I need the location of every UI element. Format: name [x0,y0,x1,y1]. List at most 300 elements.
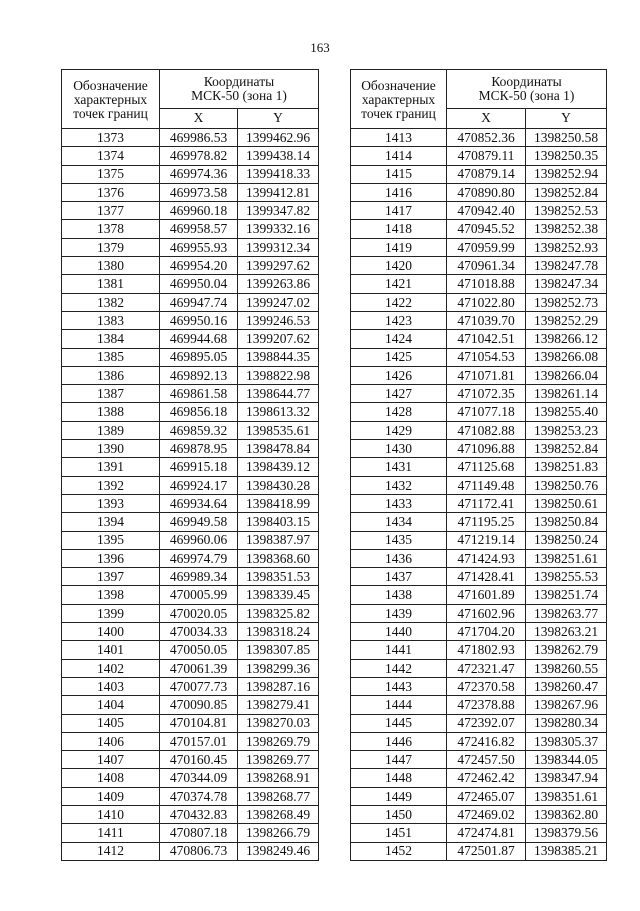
x-coordinate-cell: 471022.80 [447,293,526,311]
table-row [351,275,607,293]
x-coordinate-cell: 471195.25 [447,513,526,531]
table-row [351,696,607,714]
point-number-cell: 1426 [351,366,447,384]
point-number-cell: 1382 [62,293,160,311]
x-coordinate-cell: 470005.99 [160,586,238,604]
point-number-cell: 1393 [62,494,160,512]
x-coordinate-cell: 469859.32 [160,421,238,439]
y-coordinate-cell: 1398403.15 [238,513,319,531]
y-coordinate-cell: 1398439.12 [238,458,319,476]
y-coordinate-cell: 1399246.53 [238,311,319,329]
table-row [351,330,607,348]
coordinates-header-line: Координаты [203,73,275,89]
table-row [62,732,319,750]
x-coordinate-cell: 469856.18 [160,403,238,421]
y-coordinate-cell: 1398252.84 [526,183,607,201]
table-row [62,751,319,769]
x-coordinate-cell: 470959.99 [447,238,526,256]
table-row [351,531,607,549]
x-coordinate-cell: 469895.05 [160,348,238,366]
table-row [351,568,607,586]
table-row [351,623,607,641]
point-number-cell: 1399 [62,604,160,622]
x-coordinate-cell: 472416.82 [447,732,526,750]
y-coordinate-cell: 1399247.02 [238,293,319,311]
y-coordinate-cell: 1398260.55 [526,659,607,677]
table-row [351,293,607,311]
point-number-cell: 1435 [351,531,447,549]
y-coordinate-cell: 1398307.85 [238,641,319,659]
point-number-cell: 1405 [62,714,160,732]
table-row [62,494,319,512]
x-coordinate-cell: 469958.57 [160,220,238,238]
x-coordinate-cell: 471072.35 [447,385,526,403]
y-coordinate-cell: 1398362.80 [526,805,607,823]
table-row [62,623,319,641]
x-coordinate-cell: 469989.34 [160,568,238,586]
y-coordinate-cell: 1398266.04 [526,366,607,384]
point-number-cell: 1404 [62,696,160,714]
x-coordinate-cell: 471149.48 [447,476,526,494]
point-number-cell: 1436 [351,549,447,567]
y-coordinate-cell: 1399332.16 [238,220,319,238]
point-number-cell: 1374 [62,147,160,165]
table-row [62,568,319,586]
table-row [62,348,319,366]
x-coordinate-cell: 472378.88 [447,696,526,714]
table-row [62,604,319,622]
point-number-cell: 1383 [62,311,160,329]
point-number-cell: 1444 [351,696,447,714]
table-row [62,238,319,256]
point-number-cell: 1413 [351,129,447,147]
x-coordinate-cell: 471219.14 [447,531,526,549]
point-number-cell: 1385 [62,348,160,366]
x-coordinate-cell: 470061.39 [160,659,238,677]
table-row [62,202,319,220]
x-coordinate-cell: 469973.58 [160,183,238,201]
y-coordinate-cell: 1399347.82 [238,202,319,220]
table-row [351,513,607,531]
x-coordinate-cell: 471082.88 [447,421,526,439]
y-coordinate-cell: 1398535.61 [238,421,319,439]
x-coordinate-cell: 470852.36 [447,129,526,147]
table-row [62,311,319,329]
x-coordinate-cell: 470157.01 [160,732,238,750]
table-body [62,129,319,861]
y-coordinate-cell: 1398299.36 [238,659,319,677]
y-coordinate-cell: 1398270.03 [238,714,319,732]
y-coordinate-cell: 1399207.62 [238,330,319,348]
x-header: X [160,108,238,128]
point-number-cell: 1419 [351,238,447,256]
table-row [351,586,607,604]
x-coordinate-cell: 471039.70 [447,311,526,329]
y-coordinate-cell: 1398249.46 [238,842,319,860]
x-coordinate-cell: 471424.93 [447,549,526,567]
x-coordinate-cell: 470104.81 [160,714,238,732]
x-coordinate-cell: 471125.68 [447,458,526,476]
table-row [62,824,319,842]
y-coordinate-cell: 1398252.53 [526,202,607,220]
y-coordinate-cell: 1398250.76 [526,476,607,494]
x-coordinate-cell: 469954.20 [160,257,238,275]
x-coordinate-cell: 472321.47 [447,659,526,677]
table-row [62,421,319,439]
table-row [351,147,607,165]
x-coordinate-cell: 471704.20 [447,623,526,641]
table-row [62,165,319,183]
x-coordinate-cell: 469934.64 [160,494,238,512]
x-coordinate-cell: 470034.33 [160,623,238,641]
table-row [351,183,607,201]
y-coordinate-cell: 1398266.08 [526,348,607,366]
point-number-cell: 1432 [351,476,447,494]
x-coordinate-cell: 472462.42 [447,769,526,787]
y-coordinate-cell: 1398266.12 [526,330,607,348]
table-row [62,366,319,384]
point-number-cell: 1389 [62,421,160,439]
page-number: 163 [310,40,330,55]
y-coordinate-cell: 1398250.35 [526,147,607,165]
x-coordinate-cell: 470879.11 [447,147,526,165]
y-coordinate-cell: 1398351.61 [526,787,607,805]
y-coordinate-cell: 1399418.33 [238,165,319,183]
designation-header [351,70,447,129]
y-coordinate-cell: 1398253.23 [526,421,607,439]
x-coordinate-cell: 469947.74 [160,293,238,311]
table-row [62,385,319,403]
x-coordinate-cell: 471071.81 [447,366,526,384]
x-coordinate-cell: 469960.18 [160,202,238,220]
table-row [351,440,607,458]
table-row [351,494,607,512]
table-row [351,476,607,494]
point-number-cell: 1408 [62,769,160,787]
table-row [351,732,607,750]
x-coordinate-cell: 470879.14 [447,165,526,183]
table-row [351,604,607,622]
y-coordinate-cell: 1399263.86 [238,275,319,293]
table-row [62,440,319,458]
point-number-cell: 1388 [62,403,160,421]
x-coordinate-cell: 470807.18 [160,824,238,842]
table-row [62,330,319,348]
x-coordinate-cell: 472469.02 [447,805,526,823]
x-coordinate-cell: 469974.79 [160,549,238,567]
designation-header [62,70,160,129]
y-coordinate-cell: 1398325.82 [238,604,319,622]
y-header: Y [238,108,319,128]
point-number-cell: 1391 [62,458,160,476]
x-coordinate-cell: 470160.45 [160,751,238,769]
table-row [351,751,607,769]
x-coordinate-cell: 470806.73 [160,842,238,860]
y-coordinate-cell: 1398268.77 [238,787,319,805]
table-row [351,549,607,567]
table-row [62,787,319,805]
x-coordinate-cell: 469861.58 [160,385,238,403]
x-coordinate-cell: 470374.78 [160,787,238,805]
y-coordinate-cell: 1398251.83 [526,458,607,476]
y-coordinate-cell: 1398252.29 [526,311,607,329]
table-row [351,366,607,384]
point-number-cell: 1438 [351,586,447,604]
table-row [351,714,607,732]
x-coordinate-cell: 470945.52 [447,220,526,238]
y-coordinate-cell: 1398252.93 [526,238,607,256]
point-number-cell: 1390 [62,440,160,458]
x-coordinate-cell: 472474.81 [447,824,526,842]
y-header: Y [526,108,607,128]
y-coordinate-cell: 1399438.14 [238,147,319,165]
table-row [62,220,319,238]
y-coordinate-cell: 1398252.94 [526,165,607,183]
point-number-cell: 1433 [351,494,447,512]
x-coordinate-cell: 470890.80 [447,183,526,201]
point-number-cell: 1392 [62,476,160,494]
table-row [351,238,607,256]
y-coordinate-cell: 1398269.77 [238,751,319,769]
point-number-cell: 1398 [62,586,160,604]
designation-header-line: точек границ [73,106,148,122]
y-coordinate-cell: 1398250.61 [526,494,607,512]
table-row [351,769,607,787]
y-coordinate-cell: 1398305.37 [526,732,607,750]
point-number-cell: 1420 [351,257,447,275]
table-row [62,549,319,567]
x-coordinate-cell: 471172.41 [447,494,526,512]
x-coordinate-cell: 471018.88 [447,275,526,293]
point-number-cell: 1431 [351,458,447,476]
point-number-cell: 1378 [62,220,160,238]
x-coordinate-cell: 472370.58 [447,677,526,695]
x-coordinate-cell: 469955.93 [160,238,238,256]
x-header: X [447,108,526,128]
point-number-cell: 1381 [62,275,160,293]
y-coordinate-cell: 1399462.96 [238,129,319,147]
point-number-cell: 1396 [62,549,160,567]
y-coordinate-cell: 1398387.97 [238,531,319,549]
x-coordinate-cell: 471802.93 [447,641,526,659]
table-row [62,147,319,165]
table-row [351,824,607,842]
table-row [351,165,607,183]
y-coordinate-cell: 1398255.40 [526,403,607,421]
table-row [351,129,607,147]
y-coordinate-cell: 1399412.81 [238,183,319,201]
x-coordinate-cell: 470942.40 [447,202,526,220]
point-number-cell: 1452 [351,842,447,860]
y-coordinate-cell: 1398822.98 [238,366,319,384]
point-number-cell: 1440 [351,623,447,641]
point-number-cell: 1384 [62,330,160,348]
table-row [351,677,607,695]
x-coordinate-cell: 472465.07 [447,787,526,805]
y-coordinate-cell: 1398268.49 [238,805,319,823]
table-row [62,183,319,201]
y-coordinate-cell: 1398644.77 [238,385,319,403]
x-coordinate-cell: 471602.96 [447,604,526,622]
point-number-cell: 1428 [351,403,447,421]
coordinates-header [447,70,607,109]
table-row [351,641,607,659]
point-number-cell: 1442 [351,659,447,677]
table-row [62,677,319,695]
table-row [62,769,319,787]
x-coordinate-cell: 470090.85 [160,696,238,714]
y-coordinate-cell: 1398344.05 [526,751,607,769]
point-number-cell: 1386 [62,366,160,384]
point-number-cell: 1406 [62,732,160,750]
point-number-cell: 1377 [62,202,160,220]
point-number-cell: 1415 [351,165,447,183]
table-row [62,531,319,549]
point-number-cell: 1387 [62,385,160,403]
point-number-cell: 1451 [351,824,447,842]
y-coordinate-cell: 1398280.34 [526,714,607,732]
table-row [62,714,319,732]
y-coordinate-cell: 1398418.99 [238,494,319,512]
point-number-cell: 1379 [62,238,160,256]
table-row [351,458,607,476]
table-row [351,202,607,220]
point-number-cell: 1397 [62,568,160,586]
point-number-cell: 1430 [351,440,447,458]
y-coordinate-cell: 1398478.84 [238,440,319,458]
point-number-cell: 1425 [351,348,447,366]
y-coordinate-cell: 1398252.84 [526,440,607,458]
point-number-cell: 1445 [351,714,447,732]
point-number-cell: 1423 [351,311,447,329]
x-coordinate-cell: 471428.41 [447,568,526,586]
y-coordinate-cell: 1398250.58 [526,129,607,147]
y-coordinate-cell: 1398268.91 [238,769,319,787]
y-coordinate-cell: 1398260.47 [526,677,607,695]
table-row [62,293,319,311]
y-coordinate-cell: 1399297.62 [238,257,319,275]
point-number-cell: 1427 [351,385,447,403]
coordinates-table-left [61,69,319,861]
table-row [62,275,319,293]
x-coordinate-cell: 471054.53 [447,348,526,366]
designation-header-line: характерных [361,91,436,107]
point-number-cell: 1429 [351,421,447,439]
y-coordinate-cell: 1398430.28 [238,476,319,494]
point-number-cell: 1422 [351,293,447,311]
point-number-cell: 1410 [62,805,160,823]
x-coordinate-cell: 469974.36 [160,165,238,183]
x-coordinate-cell: 470077.73 [160,677,238,695]
designation-header-line: характерных [73,91,148,107]
point-number-cell: 1395 [62,531,160,549]
y-coordinate-cell: 1398844.35 [238,348,319,366]
x-coordinate-cell: 471096.88 [447,440,526,458]
y-coordinate-cell: 1398368.60 [238,549,319,567]
x-coordinate-cell: 469986.53 [160,129,238,147]
table-row [351,659,607,677]
x-coordinate-cell: 469892.13 [160,366,238,384]
y-coordinate-cell: 1398613.32 [238,403,319,421]
point-number-cell: 1409 [62,787,160,805]
x-coordinate-cell: 471601.89 [447,586,526,604]
point-number-cell: 1380 [62,257,160,275]
point-number-cell: 1373 [62,129,160,147]
table-row [62,696,319,714]
table-row [351,787,607,805]
table-row [351,385,607,403]
coordinates-header-line: Координаты [491,73,562,89]
table-row [351,257,607,275]
x-coordinate-cell: 470344.09 [160,769,238,787]
x-coordinate-cell: 471042.51 [447,330,526,348]
point-number-cell: 1439 [351,604,447,622]
point-number-cell: 1376 [62,183,160,201]
point-number-cell: 1443 [351,677,447,695]
table-row [62,129,319,147]
table-row [62,659,319,677]
x-coordinate-cell: 469950.04 [160,275,238,293]
point-number-cell: 1449 [351,787,447,805]
y-coordinate-cell: 1398385.21 [526,842,607,860]
y-coordinate-cell: 1398279.41 [238,696,319,714]
y-coordinate-cell: 1398251.61 [526,549,607,567]
x-coordinate-cell: 471077.18 [447,403,526,421]
x-coordinate-cell: 472457.50 [447,751,526,769]
y-coordinate-cell: 1398379.56 [526,824,607,842]
point-number-cell: 1400 [62,623,160,641]
x-coordinate-cell: 469915.18 [160,458,238,476]
table-row [351,421,607,439]
y-coordinate-cell: 1398267.96 [526,696,607,714]
point-number-cell: 1418 [351,220,447,238]
point-number-cell: 1403 [62,677,160,695]
table-row [351,842,607,860]
table-row [62,805,319,823]
table-row [62,842,319,860]
designation-header-line: Обозначение [361,77,436,93]
x-coordinate-cell: 469960.06 [160,531,238,549]
y-coordinate-cell: 1398263.77 [526,604,607,622]
x-coordinate-cell: 470961.34 [447,257,526,275]
coordinates-header-line: МСК-50 (зона 1) [478,87,575,103]
point-number-cell: 1421 [351,275,447,293]
table-row [62,513,319,531]
table-row [351,805,607,823]
y-coordinate-cell: 1398261.14 [526,385,607,403]
y-coordinate-cell: 1398252.38 [526,220,607,238]
x-coordinate-cell: 469978.82 [160,147,238,165]
table-row [62,476,319,494]
x-coordinate-cell: 469949.58 [160,513,238,531]
point-number-cell: 1441 [351,641,447,659]
x-coordinate-cell: 472501.87 [447,842,526,860]
table-row [351,220,607,238]
designation-header-line: Обозначение [73,77,148,93]
point-number-cell: 1411 [62,824,160,842]
table-row [62,641,319,659]
designation-header-line: точек границ [361,106,436,122]
y-coordinate-cell: 1398247.34 [526,275,607,293]
table-row [351,311,607,329]
table-row [62,403,319,421]
point-number-cell: 1414 [351,147,447,165]
y-coordinate-cell: 1398252.73 [526,293,607,311]
point-number-cell: 1437 [351,568,447,586]
x-coordinate-cell: 470432.83 [160,805,238,823]
x-coordinate-cell: 469950.16 [160,311,238,329]
point-number-cell: 1448 [351,769,447,787]
